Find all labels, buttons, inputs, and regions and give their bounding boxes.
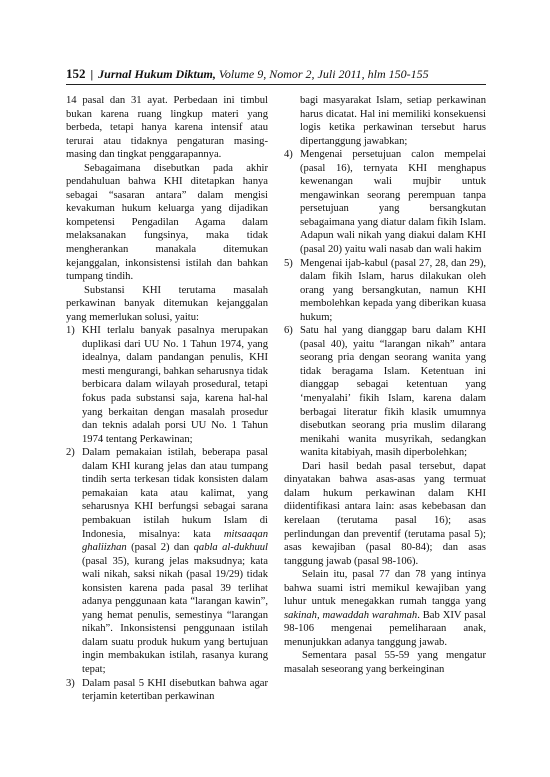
paragraph: Substansi KHI terutama masalah perkawinan banyak ditemukan kejanggalan yang memerlukan solusi, yaitu:: [66, 284, 268, 323]
list-item: [66, 446, 268, 676]
list-number: 5): [284, 257, 293, 269]
journal-details: Volume 9, Nomor 2, Juli 2011, hlm 150-155: [218, 67, 429, 81]
paragraph-continued: 14 pasal dan 31 ayat. Perbedaan ini timbul bukan karena ruang lingkup materi yang berbeda, tetapi hanya karena intensif atau terurai atau tidaknya pengaturan masing-masing dan tingkat penggarapannya.: [66, 95, 268, 161]
list-number: 6): [284, 325, 293, 337]
list-item-text: KHI terlalu banyak pasalnya merupakan duplikasi dari UU No. 1 Tahun 1974, yang idealnya, dalam pandangan penulis, KHI mesti mengurangi, bahkan seharusnya tidak berbicara dalam wilayah prosedural, tetapi fokus pada substansi saja, karena hal-hal yang berkaitan dengan masalah prosedur dan teknis adalah porsi UU No. 1 Tahun 1974 tentang Perkawinan;: [82, 325, 268, 445]
issues-list-continued: [284, 94, 486, 460]
paragraph: Dari hasil bedah pasal tersebut, dapat dinyatakan bahwa asas-asas yang termuat dalam hukum perkawinan dalam KHI diidentifikasi antara lain: asas kebebasan dan kerelaan (terutama pasal 16); asas perlindungan dan preventif (terutama pasal 5); asas kewajiban (pasal 80-84); dan asas tanggung jawab (pasal 98-106).: [284, 460, 486, 567]
list-item: [284, 148, 486, 256]
list-item-text: (pasal 2) dan: [126, 542, 194, 554]
list-number: 3): [66, 677, 75, 689]
issues-list: [66, 324, 268, 703]
arabic-term: sakinah, mawaddah warahmah: [284, 609, 418, 621]
list-item-continued: [284, 94, 486, 148]
page-number: 152: [66, 66, 86, 81]
arabic-term: qabla al-dukhuul: [193, 542, 268, 554]
arabic-term: mitsaaqan ghaliizhan: [82, 528, 268, 554]
running-header: [66, 66, 486, 82]
paragraph: Sebagaimana disebutkan pada akhir pendahuluan bahwa KHI ditetapkan hanya sebagai “sasaran antara” dalam mengisi kevakuman hukum keluarga yang dijadikan kompetensi Pengadilan Agama dalam melaksanakan fungsinya, maka tidak mengherankan manakala ditemukan kejanggalan, inkonsistensi istilah dan bahkan tumpang tindih.: [66, 162, 268, 283]
paragraph-text: . Bab XIV pasal 98-106 mengenai pemeliharaan anak, menunjukkan adanya tanggung jawab.: [284, 609, 486, 648]
list-item: [66, 324, 268, 446]
header-separator: |: [90, 67, 94, 81]
header-rule: [66, 84, 486, 85]
left-column: [66, 94, 268, 704]
list-number: 1): [66, 325, 75, 337]
list-item-text: Dalam pasal 5 KHI disebutkan bahwa agar terjamin ketertiban perkawinan: [82, 677, 268, 703]
list-number: 2): [66, 447, 75, 459]
paragraph: Sementara pasal 55-59 yang mengatur masalah seseorang yang berkeinginan: [284, 650, 486, 675]
list-item-text: Mengenai ijab-kabul (pasal 27, 28, dan 29), dalam fikih Islam, harus dilakukan oleh orang yang bersangkutan, namun KHI membolehkan kepada yang diberikan kuasa hukum;: [300, 257, 486, 323]
list-number: 4): [284, 149, 293, 161]
paragraph-text: Selain itu, pasal 77 dan 78 yang intinya bahwa suami istri memikul kewajiban yang luhur untuk menegakkan rumah tangga yang: [284, 569, 486, 608]
list-item-text: Dalam pemakaian istilah, beberapa pasal dalam KHI kurang jelas dan atau tumpang tindih serta terkesan tidak konsisten dalam pemakaian kata atau kalimat, yang seharusnya KHI berfungsi sebagai sarana pembakuan istilah hukum Islam di Indonesia, misalnya: kata: [82, 447, 268, 540]
paragraph: [284, 568, 486, 649]
list-item-text: Mengenai persetujuan calon mempelai (pasal 16), ternyata KHI menghapus kewenangan wali mujbir untuk mengawinkan seorang perempuan tanpa persetujuan yang bersangkutan sebagaimana yang diatur dalam fikih Islam. Adapun wali nikah yang diakui dalam KHI (pasal 20) yaitu wali nasab dan wali hakim: [300, 149, 486, 256]
list-item-text: Satu hal yang dianggap baru dalam KHI (pasal 40), yaitu “larangan nikah” antara seorang pria dengan seorang wanita yang tidak beragama Islam. Ketentuan ini dianggap sebagai ketentuan yang ‘menyalahi’ fikih Islam, karena dalam berbagai literatur fikih klasik umumnya disebutkan seorang pria muslim dilarang menikahi wanita musyrikah, sedangkan wanita kitabiyah, masih diperbolehkan;: [300, 325, 486, 459]
list-item: [284, 257, 486, 325]
right-column: [284, 94, 486, 677]
list-item-text: bagi masyarakat Islam, setiap perkawinan harus dicatat. Hal ini memiliki konsekuensi logis ketika perkawinan tersebut harus dipertanggung jawabkan;: [300, 95, 486, 147]
list-item-text: (pasal 35), kurang jelas maksudnya; kata wali nikah, saksi nikah (pasal 19/29) tidak konsisten karena pada pasal 39 terlihat adanya penggunaan kata “larangan kawin”, yang hemat penulis, semestinya “larangan nikah”. Inkonsistensi penggunaan istilah dalam suatu produk hukum yang bertujuan ingin membakukan istilah, rasanya kurang tepat;: [82, 555, 268, 675]
list-item: [284, 324, 486, 459]
journal-name: Jurnal Hukum Diktum,: [98, 67, 216, 81]
list-item: [66, 677, 268, 704]
